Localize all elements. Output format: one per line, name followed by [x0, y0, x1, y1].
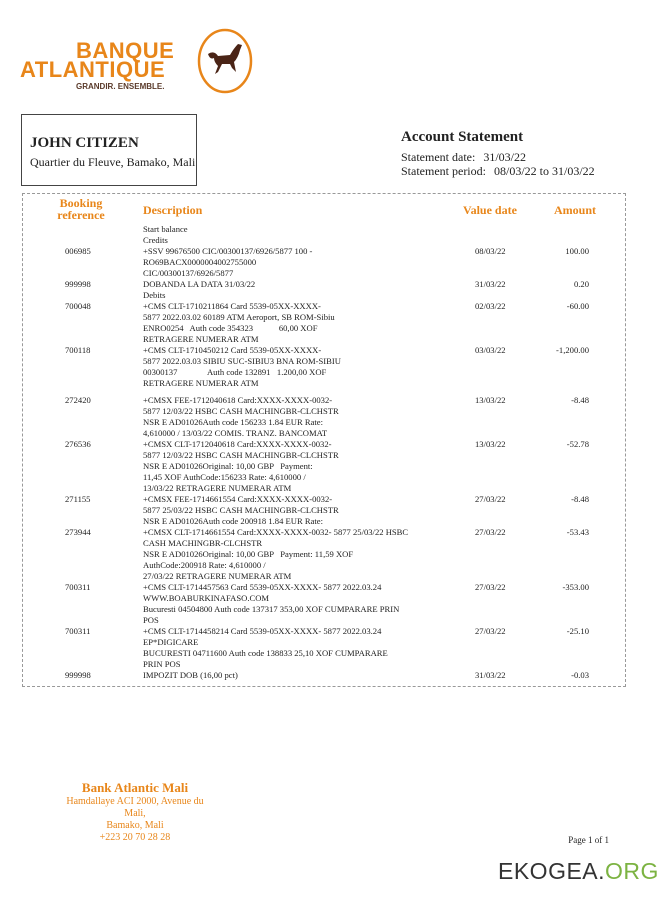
description-line: NSR E AD01026Auth code 200918 1.84 EUR Rate: — [143, 516, 323, 526]
description-line: WWW.BOABURKINAFASO.COM — [143, 593, 270, 603]
table-row — [23, 290, 625, 301]
statement-info — [401, 130, 595, 178]
amount: -53.43 — [566, 527, 589, 537]
description-line: NSR E AD01026Auth code 156233 1.84 EUR Rate: — [143, 417, 323, 427]
watermark-main: EKOGEA. — [498, 858, 606, 884]
description-line: 00300137 Auth code 132891 1.200,00 XOF — [143, 367, 327, 377]
logo-line1: BANQUE — [76, 38, 175, 63]
footer-phone: +223 20 70 28 28 — [99, 832, 171, 843]
statement-date: 31/03/22 — [483, 150, 526, 164]
value-date: 02/03/22 — [475, 301, 506, 311]
value-date: 27/03/22 — [475, 582, 506, 592]
booking-reference: 700311 — [65, 626, 91, 636]
value-date: 27/03/22 — [475, 527, 506, 537]
table-row — [23, 527, 625, 582]
description — [143, 582, 443, 626]
description-line: Start balance — [143, 224, 188, 234]
description — [143, 494, 443, 527]
transactions-table — [22, 193, 626, 687]
description — [143, 279, 443, 290]
description-line: 4,610000 / 13/03/22 COMIS. TRANZ. BANCOMAT — [143, 428, 328, 438]
description — [143, 626, 443, 670]
description-line: Credits — [143, 235, 168, 245]
description — [143, 345, 443, 389]
description-line: Debits — [143, 290, 166, 300]
table-body — [23, 224, 625, 681]
amount: -353.00 — [562, 582, 589, 592]
description-line: EP*DIGICARE — [143, 637, 199, 647]
description-line: +SSV 99676500 CIC/00300137/6926/5877 100 - — [143, 246, 313, 256]
value-date: 03/03/22 — [475, 345, 506, 355]
logo-line2: ATLANTIQUE — [20, 57, 166, 82]
description-line: +CMSX CLT-1714661554 Card:XXXX-XXXX-0032- 5877 25/03/22 HSBC — [143, 527, 409, 537]
description-line: NSR E AD01026Original: 10,00 GBP Payment: — [143, 461, 313, 471]
description-line: Bucuresti 04504800 Auth code 137317 353,00 XOF CUMPARARE PRIN — [143, 604, 400, 614]
description — [143, 224, 443, 235]
description-line: 5877 2022.03.03 SIBIU SUC-SIBIU3 BNA ROM-SIBIU — [143, 356, 341, 366]
table-row — [23, 582, 625, 626]
description — [143, 395, 443, 439]
description-line: 5877 12/03/22 HSBC CASH MACHINGBR-CLCHSTR — [143, 450, 339, 460]
description-line: +CMSX FEE-1712040618 Card:XXXX-XXXX-0032- — [143, 395, 333, 405]
statement-period-label: Statement period: — [401, 164, 486, 178]
value-date: 08/03/22 — [475, 246, 506, 256]
client-address-box — [21, 114, 197, 186]
value-date: 13/03/22 — [475, 395, 506, 405]
description-line: 11,45 XOF AuthCode:156233 Rate: 4,610000 / — [143, 472, 306, 482]
table-row — [23, 224, 625, 235]
client-address: Quartier du Fleuve, Bamako, Mali — [30, 155, 196, 169]
footer-address1: Hamdallaye ACI 2000, Avenue du Mali, — [66, 796, 204, 819]
booking-reference: 700048 — [65, 301, 91, 311]
value-date: 31/03/22 — [475, 279, 506, 289]
watermark — [498, 858, 659, 885]
description-line: +CMS CLT-1710450212 Card 5539-05XX-XXXX- — [143, 345, 322, 355]
amount: -8.48 — [571, 494, 589, 504]
table-row — [23, 670, 625, 681]
amount: -25.10 — [566, 626, 589, 636]
description-line: RETRAGERE NUMERAR ATM — [143, 378, 259, 388]
header-value-date: Value date — [463, 203, 517, 217]
description-line: +CMS CLT-1710211864 Card 5539-05XX-XXXX- — [143, 301, 321, 311]
booking-reference: 999998 — [65, 279, 91, 289]
description — [143, 670, 443, 681]
amount: -60.00 — [566, 301, 589, 311]
statement-date-label: Statement date: — [401, 150, 476, 164]
description — [143, 290, 443, 301]
watermark-org: ORG — [605, 858, 659, 884]
description-line: +CMSX CLT-1712040618 Card:XXXX-XXXX-0032- — [143, 439, 332, 449]
logo-tagline: GRANDIR. ENSEMBLE. — [76, 82, 165, 91]
description-line: 5877 25/03/22 HSBC CASH MACHINGBR-CLCHSTR — [143, 505, 339, 515]
amount: 100.00 — [565, 246, 589, 256]
description — [143, 235, 443, 246]
header-booking-reference: Booking reference — [57, 196, 105, 222]
booking-reference: 700311 — [65, 582, 91, 592]
client-name: JOHN CITIZEN — [30, 135, 139, 151]
table-row — [23, 345, 625, 389]
amount: -0.03 — [571, 670, 589, 680]
header-description: Description — [143, 203, 203, 217]
horse-logo-icon — [196, 28, 254, 94]
booking-reference: 271155 — [65, 494, 91, 504]
table-row — [23, 626, 625, 670]
table-row — [23, 246, 625, 279]
footer-bank-name: Bank Atlantic Mali — [81, 780, 189, 795]
statement-title: Account Statement — [401, 129, 524, 145]
booking-reference: 272420 — [65, 395, 91, 405]
description — [143, 246, 443, 279]
bank-footer — [55, 780, 215, 844]
value-date: 27/03/22 — [475, 494, 506, 504]
table-row — [23, 235, 625, 246]
description-line: RETRAGERE NUMERAR ATM — [143, 334, 259, 344]
booking-reference: 999998 — [65, 670, 91, 680]
description-line: +CMS CLT-1714457563 Card 5539-05XX-XXXX- 5877 2022.03.24 — [143, 582, 382, 592]
amount: -1,200.00 — [556, 345, 589, 355]
bank-logo — [20, 28, 270, 98]
table-row — [23, 395, 625, 439]
description-line: BUCURESTI 04711600 Auth code 138833 25,10 XOF CUMPARARE — [143, 648, 388, 658]
header-amount: Amount — [554, 203, 597, 217]
statement-period: 08/03/22 to 31/03/22 — [493, 164, 595, 178]
description-line: 5877 12/03/22 HSBC CASH MACHINGBR-CLCHSTR — [143, 406, 339, 416]
booking-reference: 276536 — [65, 439, 91, 449]
description-line: POS — [143, 615, 159, 625]
description-line: DOBANDA LA DATA 31/03/22 — [143, 279, 256, 289]
booking-reference: 273944 — [65, 527, 91, 537]
page-number: Page 1 of 1 — [568, 835, 609, 845]
footer-address2: Bamako, Mali — [106, 820, 164, 831]
description-line: CIC/00300137/6926/5877 — [143, 268, 234, 278]
booking-reference: 700118 — [65, 345, 91, 355]
description-line: +CMSX FEE-1714661554 Card:XXXX-XXXX-0032- — [143, 494, 333, 504]
value-date: 13/03/22 — [475, 439, 506, 449]
description-line: 5877 2022.03.02 60189 ATM Aeroport, SB ROM-Sibiu — [143, 312, 335, 322]
table-row — [23, 439, 625, 494]
amount: -52.78 — [566, 439, 589, 449]
table-row — [23, 279, 625, 290]
description-line: +CMS CLT-1714458214 Card 5539-05XX-XXXX- 5877 2022.03.24 — [143, 626, 382, 636]
description-line: 27/03/22 RETRAGERE NUMERAR ATM — [143, 571, 292, 581]
table-row — [23, 301, 625, 345]
amount: -8.48 — [571, 395, 589, 405]
description-line: AuthCode:200918 Rate: 4,610000 / — [143, 560, 266, 570]
amount: 0.20 — [573, 279, 589, 289]
description-line: IMPOZIT DOB (16,00 pct) — [143, 670, 238, 680]
value-date: 31/03/22 — [475, 670, 506, 680]
description — [143, 439, 443, 494]
table-row — [23, 494, 625, 527]
description-line: RO69BACX0000004002755000 — [143, 257, 257, 267]
description-line: PRIN POS — [143, 659, 181, 669]
description-line: 13/03/22 RETRAGERE NUMERAR ATM — [143, 483, 292, 493]
description — [143, 527, 443, 582]
description-line: ENRO0254 Auth code 354323 60,00 XOF — [143, 323, 318, 333]
description-line: CASH MACHINGBR-CLCHSTR — [143, 538, 263, 548]
booking-reference: 006985 — [65, 246, 91, 256]
description-line: NSR E AD01026Original: 10,00 GBP Payment: 11,59 XOF — [143, 549, 354, 559]
description — [143, 301, 443, 345]
value-date: 27/03/22 — [475, 626, 506, 636]
